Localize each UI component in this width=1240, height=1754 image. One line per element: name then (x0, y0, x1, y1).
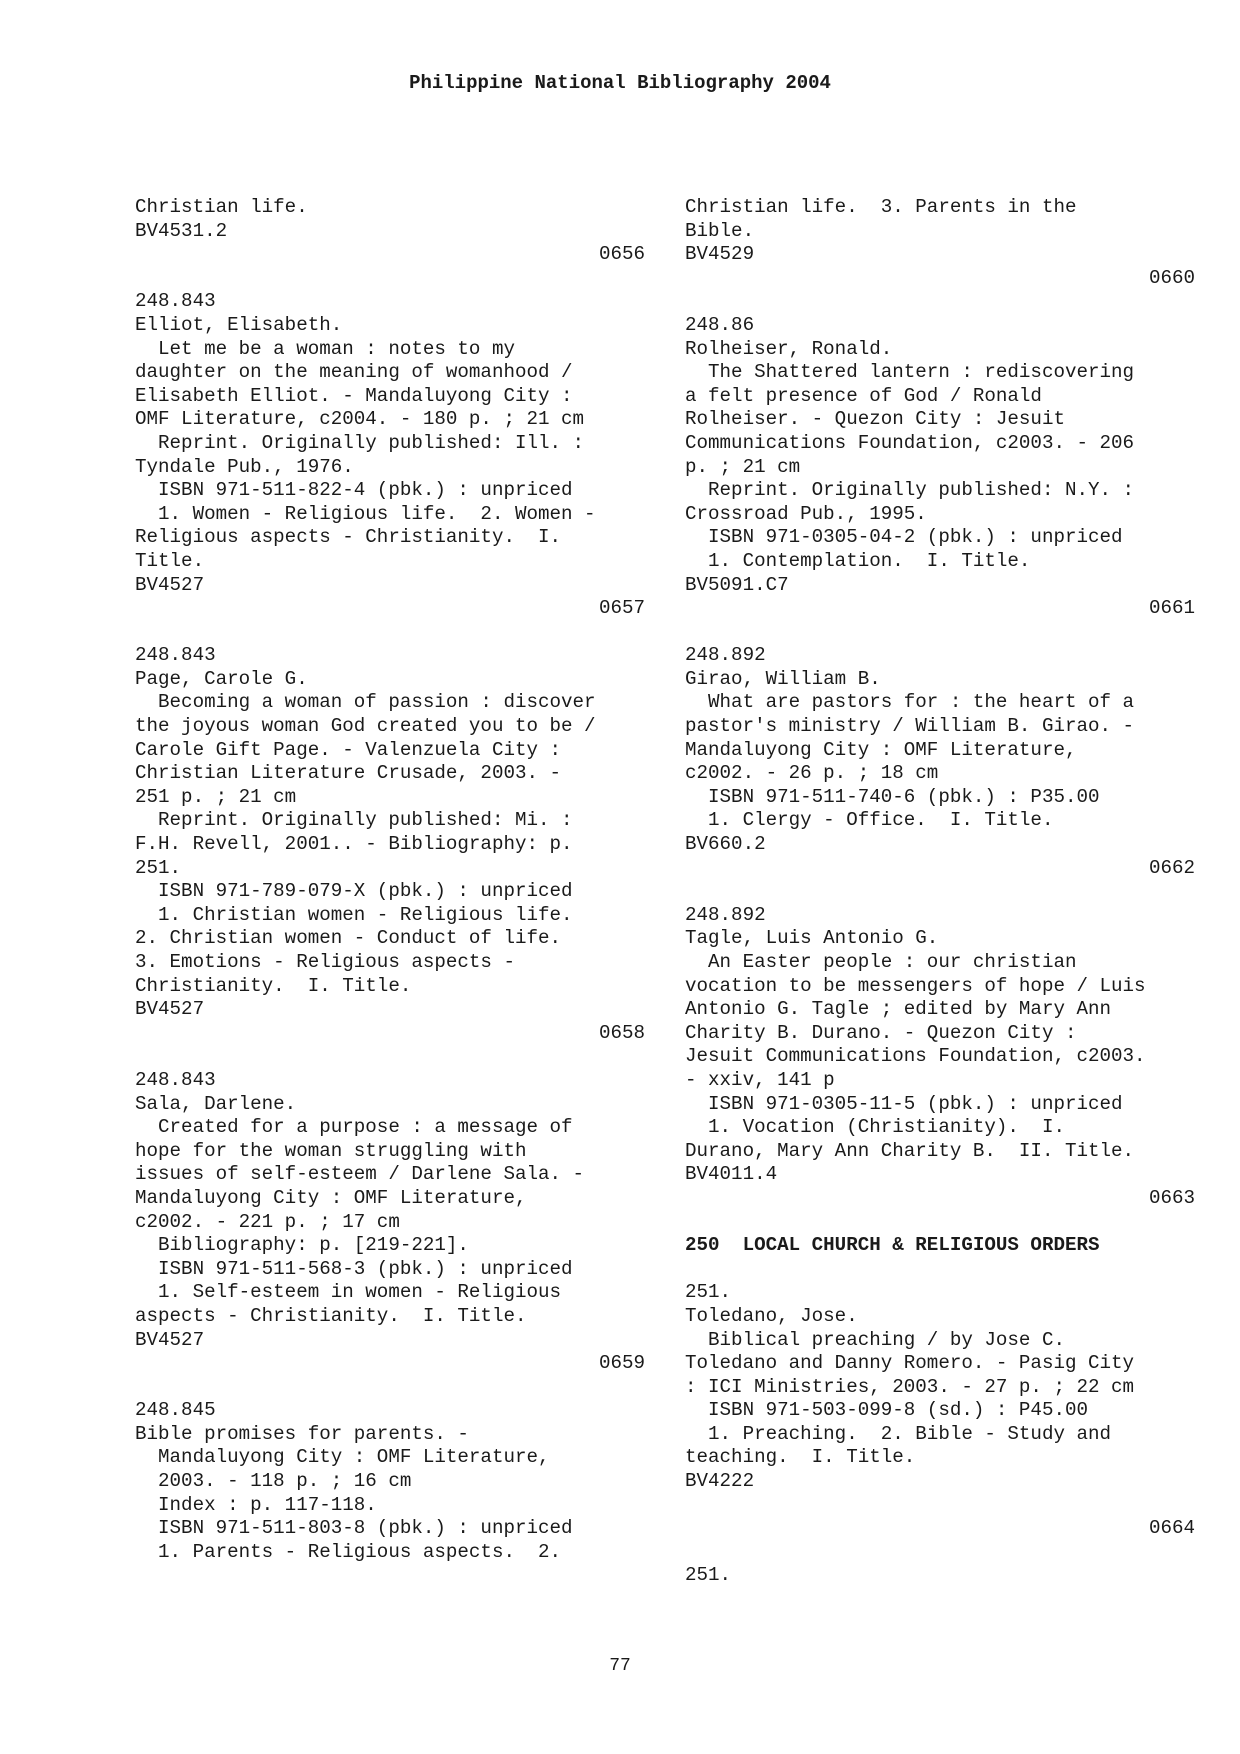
entry-line: BV4011.4 (685, 1163, 778, 1186)
entry-line: 248.843 (135, 290, 216, 313)
entry-line: 1. Vocation (Christianity). I. (685, 1116, 1065, 1139)
entry-line: The Shattered lantern : rediscovering (685, 361, 1135, 384)
entry-line: Elisabeth Elliot. - Mandaluyong City : (135, 384, 573, 407)
entry-line: Christian Literature Crusade, 2003. - (135, 762, 562, 785)
entry-line: Reprint. Originally published: N.Y. : (685, 479, 1135, 502)
entry-line: 248.843 (135, 1068, 216, 1091)
blank-line (685, 1541, 1195, 1565)
entry-line: Mandaluyong City : OMF Literature, (685, 738, 1077, 761)
entry-line: 1. Self-esteem in women - Religious (135, 1281, 562, 1304)
entry-line: 3. Emotions - Religious aspects - (135, 951, 515, 973)
entry-line: BV4527 (135, 998, 205, 1021)
entry-line: 1. Contemplation. I. Title. (685, 549, 1031, 572)
entry-line: c2002. - 26 p. ; 18 cm (685, 762, 939, 785)
entry-number: 0657 (598, 597, 645, 620)
entry-line: 248.86 (685, 313, 755, 336)
entry-line: Index : p. 117-118. (135, 1493, 377, 1516)
entry-line: BV4531.2 (135, 219, 228, 242)
entry-line: BV4529 (685, 243, 755, 266)
entry-line: - xxiv, 141 p (685, 1068, 835, 1091)
entry-line: 1. Clergy - Office. I. Title. (685, 809, 1054, 832)
entry-number: 0661 (1148, 597, 1195, 620)
entry-line: What are pastors for : the heart of a (685, 691, 1135, 714)
entry-line: Rolheiser. - Quezon City : Jesuit (685, 408, 1065, 431)
entry-line: 251. (135, 856, 182, 879)
bibliography-column-right (685, 196, 1195, 1588)
entry-line: daughter on the meaning of womanhood / (135, 361, 573, 384)
entry-line: Durano, Mary Ann Charity B. II. Title. (685, 1139, 1135, 1162)
blank-line (685, 1494, 1195, 1518)
page-number: 77 (609, 1656, 631, 1676)
entry-line: Religious aspects - Christianity. I. (135, 526, 562, 549)
entry-line: Title. (135, 549, 205, 572)
entry-line: Bibliography: p. [219-221]. (135, 1234, 469, 1257)
entry-number: 0662 (1148, 856, 1195, 879)
entry-line: Becoming a woman of passion : discover (135, 691, 596, 714)
entry-line: Reprint. Originally published: Ill. : (135, 431, 585, 454)
entry-line: Carole Gift Page. - Valenzuela City : (135, 738, 562, 761)
entry-line: 248.845 (135, 1399, 216, 1422)
blank-line (685, 1258, 1195, 1282)
entry-line: Bible. (685, 219, 755, 242)
entry-line: F.H. Revell, 2001.. - Bibliography: p. (135, 833, 573, 856)
entry-line: Let me be a woman : notes to my (135, 337, 515, 360)
entry-line: 1. Preaching. 2. Bible - Study and (685, 1422, 1112, 1445)
entry-line: 248.892 (685, 903, 766, 926)
entry-line: Toledano, Jose. (685, 1304, 858, 1327)
entry-line: ISBN 971-511-803-8 (pbk.) : unpriced (135, 1517, 573, 1540)
entry-number: 0659 (598, 1352, 645, 1375)
entry-line: Sala, Darlene. (135, 1092, 297, 1115)
entry-line: Girao, William B. (685, 667, 881, 690)
entry-number: 0658 (598, 1021, 645, 1044)
entry-line: 2. Christian women - Conduct of life. (135, 927, 562, 950)
entry-line: 251. (685, 1281, 732, 1304)
entry-line: Christianity. I. Title. (135, 974, 412, 997)
entry-line: vocation to be messengers of hope / Luis (685, 974, 1146, 997)
entry-line: p. ; 21 cm (685, 455, 801, 478)
entry-line: aspects - Christianity. I. Title. (135, 1304, 527, 1327)
entry-line: Charity B. Durano. - Quezon City : (685, 1021, 1077, 1044)
entry-line: Antonio G. Tagle ; edited by Mary Ann (685, 998, 1112, 1021)
entry-line: 248.843 (135, 644, 216, 667)
entry-line: BV4527 (135, 1328, 205, 1351)
entry-line: Mandaluyong City : OMF Literature, (135, 1446, 550, 1469)
entry-line: An Easter people : our christian (685, 951, 1077, 973)
bibliography-column-left (135, 196, 645, 1564)
section-heading: 250 LOCAL CHURCH & RELIGIOUS ORDERS (685, 1234, 1100, 1257)
entry-line: Tyndale Pub., 1976. (135, 455, 354, 478)
entry-line: OMF Literature, c2004. - 180 p. ; 21 cm (135, 408, 585, 431)
entry-line: ISBN 971-789-079-X (pbk.) : unpriced (135, 880, 573, 903)
entry-line: 251 p. ; 21 cm (135, 785, 297, 808)
entry-line: Created for a purpose : a message of (135, 1116, 573, 1139)
entry-line: a felt presence of God / Ronald (685, 384, 1042, 407)
entry-line: pastor's ministry / William B. Girao. - (685, 715, 1135, 738)
entry-line: ISBN 971-511-822-4 (pbk.) : unpriced (135, 479, 573, 502)
entry-line: issues of self-esteem / Darlene Sala. - (135, 1163, 585, 1186)
entry-line: 1. Parents - Religious aspects. 2. (135, 1540, 562, 1563)
entry-line: Bible promises for parents. - (135, 1422, 469, 1445)
entry-line: Biblical preaching / by Jose C. (685, 1328, 1065, 1351)
entry-line: BV5091.C7 (685, 573, 789, 596)
blank-line (135, 621, 645, 645)
entry-number: 0664 (1148, 1517, 1195, 1540)
entry-line: BV4222 (685, 1470, 755, 1493)
entry-line: : ICI Ministries, 2003. - 27 p. ; 22 cm (685, 1375, 1135, 1398)
entry-line: Mandaluyong City : OMF Literature, (135, 1186, 527, 1209)
entry-line: 1. Christian women - Religious life. (135, 903, 573, 926)
entry-line: Toledano and Danny Romero. - Pasig City (685, 1352, 1135, 1375)
entry-line: ISBN 971-511-568-3 (pbk.) : unpriced (135, 1257, 573, 1280)
entry-line: BV4527 (135, 573, 205, 596)
entry-line: ISBN 971-511-740-6 (pbk.) : P35.00 (685, 785, 1100, 808)
entry-line: Communications Foundation, c2003. - 206 (685, 431, 1135, 454)
entry-line: hope for the woman struggling with (135, 1139, 527, 1162)
entry-line: the joyous woman God created you to be / (135, 715, 596, 738)
entry-line: ISBN 971-503-099-8 (sd.) : P45.00 (685, 1399, 1089, 1422)
entry-line: BV660.2 (685, 833, 766, 856)
entry-line: 1. Women - Religious life. 2. Women - (135, 502, 596, 525)
entry-line: teaching. I. Title. (685, 1446, 916, 1469)
blank-line (135, 1045, 645, 1069)
entry-line: 2003. - 118 p. ; 16 cm (135, 1470, 412, 1493)
blank-line (685, 290, 1195, 314)
entry-number: 0656 (598, 243, 645, 266)
blank-line (135, 1376, 645, 1400)
blank-line (685, 621, 1195, 645)
entry-number: 0660 (1148, 266, 1195, 289)
entry-line: Rolheiser, Ronald. (685, 337, 893, 360)
entry-line: ISBN 971-0305-04-2 (pbk.) : unpriced (685, 526, 1123, 549)
entry-line: Page, Carole G. (135, 667, 308, 690)
blank-line (685, 880, 1195, 904)
entry-line: 251. (685, 1564, 732, 1587)
blank-line (135, 267, 645, 291)
entry-line: ISBN 971-0305-11-5 (pbk.) : unpriced (685, 1092, 1123, 1115)
entry-line: Tagle, Luis Antonio G. (685, 927, 939, 950)
page-header: Philippine National Bibliography 2004 (409, 72, 831, 94)
entry-line: Crossroad Pub., 1995. (685, 502, 927, 525)
entry-line: Christian life. (135, 196, 308, 218)
entry-line: Reprint. Originally published: Mi. : (135, 809, 573, 832)
entry-number: 0663 (1148, 1186, 1195, 1209)
entry-line: Jesuit Communications Foundation, c2003. (685, 1045, 1146, 1068)
entry-line: Christian life. 3. Parents in the (685, 196, 1077, 218)
entry-line: Elliot, Elisabeth. (135, 313, 343, 336)
blank-line (685, 1211, 1195, 1235)
entry-line: 248.892 (685, 644, 766, 667)
entry-line: c2002. - 221 p. ; 17 cm (135, 1210, 400, 1233)
